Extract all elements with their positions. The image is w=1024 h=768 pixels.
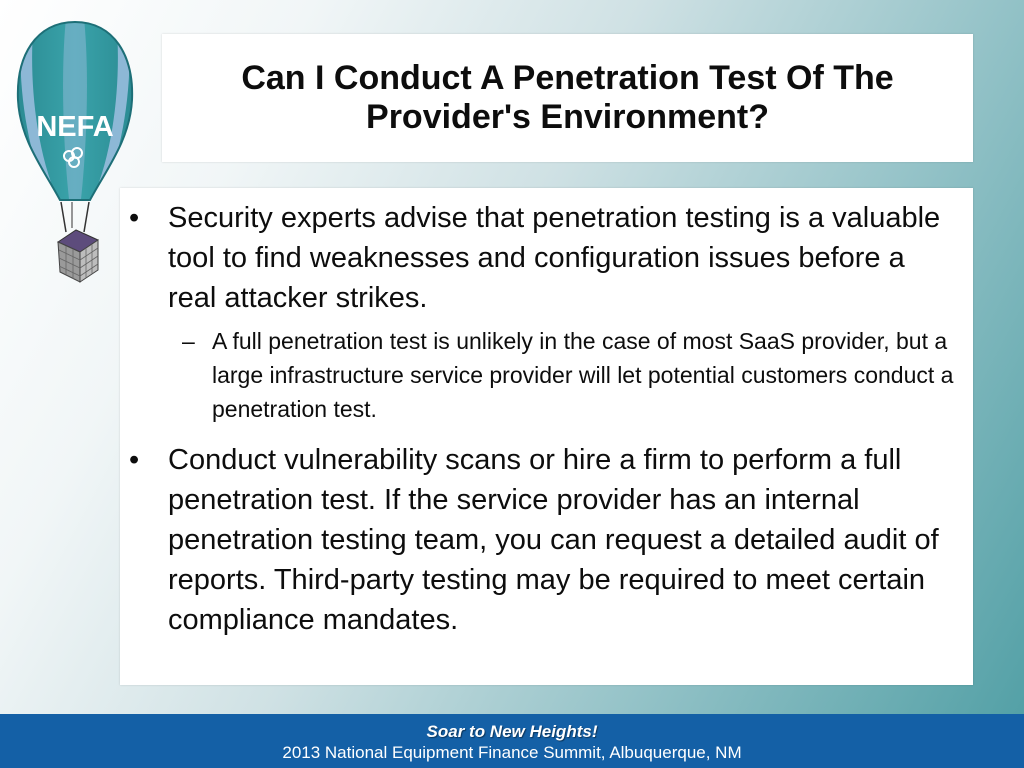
- title-box: [162, 34, 973, 162]
- bullet-item: [129, 198, 957, 426]
- sub-bullet-list: [168, 324, 957, 426]
- bullet-dot-icon: •: [129, 444, 140, 476]
- nefa-balloon-logo: [14, 18, 136, 290]
- dash-icon: –: [182, 328, 195, 354]
- footer-tagline: Soar to New Heights!: [426, 722, 598, 741]
- footer-event: 2013 National Equipment Finance Summit, Albuquerque, NM: [282, 743, 742, 762]
- sub-bullet-item: [182, 324, 957, 426]
- bullet-dot-icon: •: [129, 202, 140, 234]
- bullet-item: [129, 440, 957, 640]
- bullet-text: Conduct vulnerability scans or hire a firm to perform a full penetration test. If the service provider has an internal penetration testing team, you can request a detailed audit of reports. Third-party testing may be required to meet certain compliance mandates.: [168, 444, 939, 636]
- hot-air-balloon-icon: [14, 18, 136, 290]
- content-box: [120, 188, 973, 685]
- bullet-text: Security experts advise that penetration testing is a valuable tool to find weaknesses and configuration issues before a real attacker strikes.: [168, 202, 941, 314]
- footer-banner: [0, 714, 1024, 768]
- slide-title: Can I Conduct A Penetration Test Of The Provider's Environment?: [241, 58, 894, 136]
- sub-bullet-text: A full penetration test is unlikely in the case of most SaaS provider, but a large infrastructure service provider will let potential customers conduct a penetration test.: [212, 328, 954, 422]
- logo-text: NEFA: [36, 111, 114, 143]
- bullet-list: [120, 188, 973, 640]
